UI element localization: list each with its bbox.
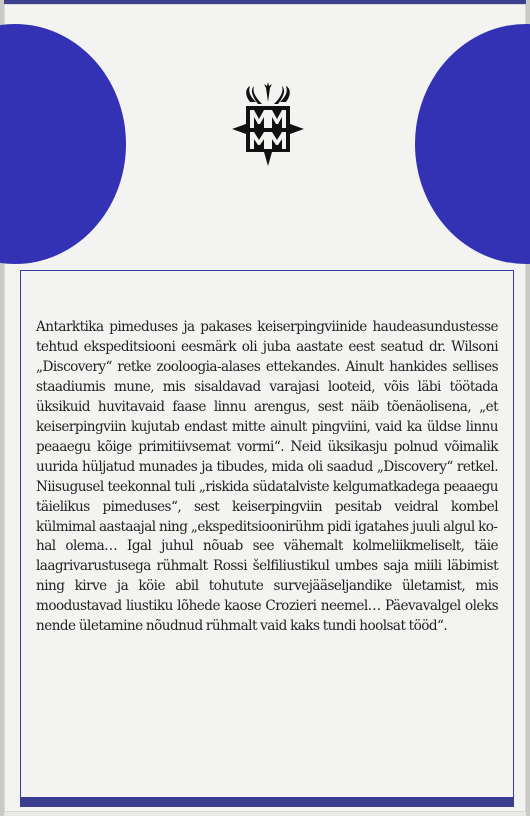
publisher-monogram-mm-icon (228, 82, 308, 168)
bottom-blue-band (20, 798, 514, 807)
back-cover-blurb: Antarktika pimeduses ja pakases keiserpingviinide haudeasundustesse tehtud ekspeditsiooni eesmärk oli juba aastate eest seatud dr. Wilsoni „Discovery“ retke zooloogia-alases ettekandes. Ainult hankides sellises staadiumis mune, mis sisaldavad varajasi looteid, võis läbi töötada üksikuid huvitavaid faase linnu arengus, sest näib tõenäolisena, „et keiserpingviin kujutab endast mitte ainult pingviini, vaid ka üldse linnu peaaegu kõige primitiivsemat vormi“. Neid üksikasju polnud võimalik uurida hüljatud munades ja tibudes, mida oli saadud „Discovery“ retkel. Niisugusel teekonnal tuli „riskida südatalviste kelgumatkadega peaaegu täielikus pimeduses“, sest keiserpingviin pesitab veidral kombel külmimal aastaajal ning „ekspeditsioonirühm pidi igatahes juuli algul kohal olema… Igal juhul nõuab see vähemalt kolmeliikmeliselt, täie laagrivarustusega rühmalt Rossi šelfiliustikul umbes saja miili läbimist ning kirve ja köie abil tohutute survejääseljandike ületamist, mis moodustavad liustiku lõhede kaose Crozieri neemel… Päevavalgel oleks nende ületamine nõudnud rühmalt vaid kaks tundi hoolsat tööd“. (36, 319, 498, 635)
